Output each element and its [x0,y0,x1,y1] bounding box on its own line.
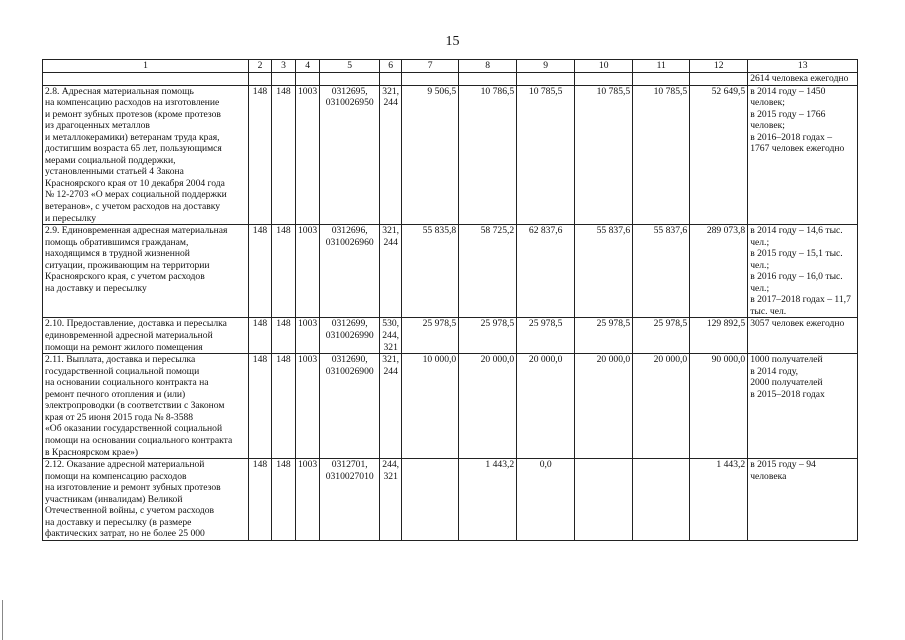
code-cell: 1003 [296,318,320,354]
table-row [43,225,858,318]
target-item-cell: 0312701, 0310027010 [320,459,380,541]
code-cell: 148 [272,318,296,354]
continuation-note: 2614 человека ежегодно [748,73,858,86]
code-cell: 1003 [296,85,320,225]
header-cell: 1 [43,60,249,73]
code-cell: 1003 [296,225,320,318]
code-cell: 148 [249,225,272,318]
table-row [43,459,858,541]
header-cell: 11 [633,60,690,73]
measure-name: 2.9. Единовременная адресная материальная помощь обратившимся гражданам, находящимся в трудной жизненной ситуации, проживающим на территории Красноярского края, с учетом расходов на доставку и пересылку [43,225,249,318]
result-note: 3057 человек ежегодно [748,318,858,354]
header-cell: 12 [690,60,748,73]
budget-table [42,59,858,541]
amount-total-cell: 1 443,2 [690,459,748,541]
amount-cell: 25 978,5 [402,318,459,354]
code-cell: 148 [272,459,296,541]
code-cell: 1003 [296,459,320,541]
amount-total-cell: 52 649,5 [690,85,748,225]
amount-cell: 62 837,6 [517,225,575,318]
measure-name: 2.12. Оказание адресной материальной помощи на компенсацию расходов на изготовление и ремонт зубных протезов участникам (инвалидам) Великой Отечественной войны, с учетом расходов на доставку и пересылку (в размере фактических затрат, но не более 25 000 [43,459,249,541]
expense-type-cell: 321, 244 [380,225,402,318]
code-cell: 148 [249,354,272,459]
target-item-cell: 0312696, 0310026960 [320,225,380,318]
amount-cell: 25 978,5 [575,318,633,354]
amount-cell: 9 506,5 [402,85,459,225]
target-item-cell: 0312699, 0310026990 [320,318,380,354]
expense-type-cell: 321, 244 [380,354,402,459]
header-cell: 6 [380,60,402,73]
header-cell: 5 [320,60,380,73]
header-cell: 9 [517,60,575,73]
amount-cell: 20 000,0 [459,354,517,459]
header-cell: 2 [249,60,272,73]
table-row [43,318,858,354]
page-number: 15 [445,34,460,49]
amount-cell: 55 835,8 [402,225,459,318]
header-cell: 4 [296,60,320,73]
amount-cell: 55 837,6 [575,225,633,318]
amount-cell: 10 000,0 [402,354,459,459]
amount-cell: 25 978,5 [459,318,517,354]
amount-cell: 1 443,2 [459,459,517,541]
amount-total-cell: 90 000,0 [690,354,748,459]
header-cell: 8 [459,60,517,73]
code-cell: 148 [249,459,272,541]
expense-type-cell: 321, 244 [380,85,402,225]
continuation-row [43,73,858,86]
table-row [43,354,858,459]
code-cell: 148 [272,85,296,225]
expense-type-cell: 530, 244, 321 [380,318,402,354]
amount-total-cell: 289 073,8 [690,225,748,318]
target-item-cell: 0312695, 0310026950 [320,85,380,225]
amount-cell: 25 978,5 [517,318,575,354]
measure-name: 2.10. Предоставление, доставка и пересылка единовременной адресной материальной помощи на ремонт жилого помещения [43,318,249,354]
amount-cell: 25 978,5 [633,318,690,354]
scan-edge-mark [2,600,3,640]
code-cell: 148 [249,85,272,225]
amount-cell [402,459,459,541]
measure-name: 2.8. Адресная материальная помощь на компенсацию расходов на изготовление и ремонт зубных протезов (кроме протезов из драгоценных металлов и металлокерамики) ветеранам труда края, достигшим возраста 65 лет, пользующимся мерами социальной поддержки, установленными статьей 4 Закона Красноярского края от 10 декабря 2004 года № 12-2703 «О мерах социальной поддержки ветеранов», с учетом расходов на доставку и пересылку [43,85,249,225]
header-cell: 3 [272,60,296,73]
code-cell: 148 [249,318,272,354]
amount-cell [633,459,690,541]
result-note: в 2014 году – 14,6 тыс. чел.; в 2015 году – 15,1 тыс. чел.; в 2016 году – 16,0 тыс. чел.; в 2017–2018 годах – 11,7 тыс. чел. [748,225,858,318]
amount-cell: 20 000,0 [575,354,633,459]
amount-cell: 10 785,5 [633,85,690,225]
amount-total-cell: 129 892,5 [690,318,748,354]
amount-cell: 55 837,6 [633,225,690,318]
result-note: 1000 получателей в 2014 году, 2000 получателей в 2015–2018 годах [748,354,858,459]
amount-cell: 10 785,5 [517,85,575,225]
amount-cell: 20 000,0 [633,354,690,459]
table-row [43,85,858,225]
amount-cell: 10 785,5 [575,85,633,225]
result-note: в 2015 году – 94 человека [748,459,858,541]
target-item-cell: 0312690, 0310026900 [320,354,380,459]
measure-name: 2.11. Выплата, доставка и пересылка государственной социальной помощи на основании социального контракта на ремонт печного отопления и (или) электропроводки (в соответствии с Законом края от 25 июня 2015 года № 8-3588 «Об оказании государственной социальной помощи на основании социального контракта в Красноярском крае») [43,354,249,459]
result-note: в 2014 году – 1450 человек; в 2015 году – 1766 человек; в 2016–2018 годах – 1767 человек ежегодно [748,85,858,225]
amount-cell [575,459,633,541]
code-cell: 1003 [296,354,320,459]
header-cell: 13 [748,60,858,73]
code-cell: 148 [272,225,296,318]
code-cell: 148 [272,354,296,459]
amount-cell: 20 000,0 [517,354,575,459]
amount-cell: 58 725,2 [459,225,517,318]
expense-type-cell: 244, 321 [380,459,402,541]
header-cell: 10 [575,60,633,73]
amount-cell: 10 786,5 [459,85,517,225]
amount-cell: 0,0 [517,459,575,541]
header-row [43,60,858,73]
header-cell: 7 [402,60,459,73]
